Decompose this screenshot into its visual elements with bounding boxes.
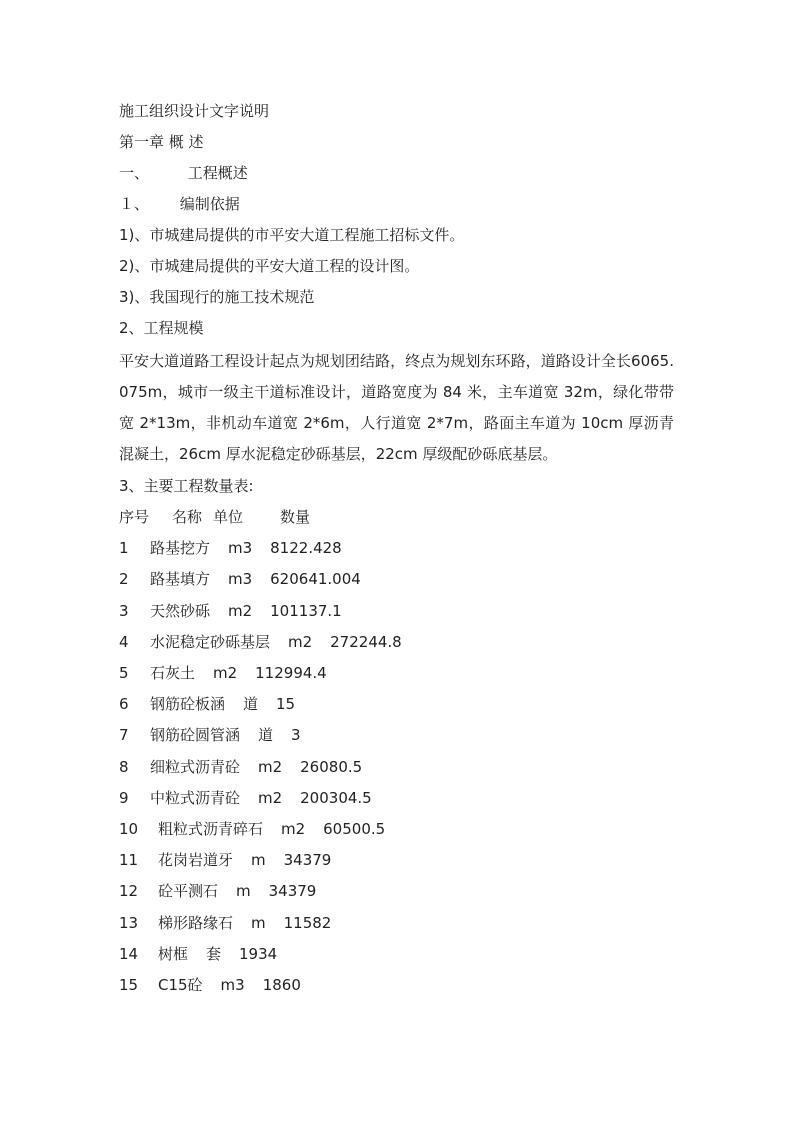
row-quantity: 26080.5	[300, 757, 363, 776]
row-quantity: 11582	[283, 913, 332, 932]
table-row	[0, 850, 794, 870]
table-row	[0, 569, 794, 589]
row-index: 1	[119, 539, 129, 558]
row-unit: 道	[243, 695, 259, 714]
table-row	[0, 881, 794, 901]
header-index: 序号	[119, 508, 150, 526]
section-number: 一、	[119, 164, 150, 182]
basis-item: 1)、市城建局提供的市平安大道工程施工招标文件。	[119, 226, 465, 244]
row-name: 树框	[158, 944, 189, 963]
row-index: 3	[119, 601, 129, 620]
section-title: 工程概述	[187, 164, 248, 182]
subsection-heading: 2、工程规模	[119, 319, 204, 337]
row-unit: m2	[281, 820, 306, 838]
subsection-heading	[119, 194, 240, 214]
subsection-heading: 3、主要工程数量表:	[119, 477, 254, 495]
section-heading	[119, 163, 248, 183]
row-quantity: 1860	[262, 976, 301, 994]
basis-item: 2)、市城建局提供的平安大道工程的设计图。	[119, 257, 420, 275]
row-index: 8	[119, 757, 129, 776]
row-unit: m	[251, 851, 266, 870]
row-name: 细粒式沥青砼	[150, 757, 241, 776]
row-unit: 道	[258, 726, 274, 745]
row-index: 14	[119, 944, 139, 963]
row-unit: m2	[213, 664, 238, 682]
table-row	[0, 601, 794, 621]
row-index: 6	[119, 695, 129, 714]
row-unit: m3	[228, 539, 253, 558]
row-quantity: 8122.428	[270, 539, 342, 558]
row-name: 梯形路缘石	[158, 913, 234, 932]
row-index: 13	[119, 913, 139, 932]
row-name: 砼平测石	[158, 882, 219, 901]
header-quantity: 数量	[280, 508, 311, 526]
row-unit: m3	[228, 570, 253, 589]
basis-item: 3)、我国现行的施工技术规范	[119, 288, 315, 306]
row-quantity: 60500.5	[323, 820, 386, 838]
row-unit: m2	[258, 757, 283, 776]
row-quantity: 112994.4	[255, 664, 327, 682]
row-name: C15砼	[158, 976, 203, 994]
table-row	[0, 694, 794, 714]
table-row	[0, 757, 794, 777]
row-name: 水泥稳定砂砾基层	[150, 632, 271, 651]
row-quantity: 200304.5	[300, 788, 372, 807]
header-name: 名称	[172, 508, 203, 526]
row-index: 9	[119, 788, 129, 807]
table-row	[0, 819, 794, 839]
row-name: 钢筋砼圆管涵	[150, 726, 241, 745]
row-index: 15	[119, 976, 139, 994]
table-row	[0, 632, 794, 652]
row-unit: m2	[288, 632, 313, 651]
project-scale-paragraph: 平安大道道路工程设计起点为规划团结路，终点为规划东环路，道路设计全长6065.075m，城市一级主干道标准设计，道路宽度为 84 米，主车道宽 32m，绿化带带宽 2*13m，非机动车道宽 2*6m，人行道宽 2*7m，路面主车道为 10cm 厚沥青混凝土，26cm 厚水泥稳定砂砾基层，22cm 厚级配砂砾底基层。	[119, 352, 674, 463]
subsection-title: 编制依据	[179, 195, 240, 213]
row-unit: m2	[228, 601, 253, 620]
row-quantity: 1934	[239, 944, 278, 963]
row-index: 12	[119, 882, 139, 901]
row-name: 石灰土	[150, 664, 196, 682]
row-quantity: 3	[291, 726, 301, 745]
row-quantity: 34379	[268, 882, 317, 901]
table-row	[0, 913, 794, 933]
row-name: 粗粒式沥青碎石	[158, 820, 264, 838]
row-unit: m2	[258, 788, 283, 807]
subsection-number: １、	[119, 195, 150, 213]
row-name: 中粒式沥青砼	[150, 788, 241, 807]
row-unit: m	[236, 882, 251, 901]
table-row	[0, 975, 794, 995]
row-index: 11	[119, 851, 139, 870]
row-quantity: 15	[276, 695, 296, 714]
row-name: 天然砂砾	[150, 601, 211, 620]
chapter-heading: 第一章 概 述	[119, 133, 204, 151]
row-quantity: 272244.8	[330, 632, 402, 651]
row-unit: m3	[220, 976, 245, 994]
row-unit: 套	[206, 944, 222, 963]
table-row	[0, 788, 794, 808]
table-header-row	[0, 507, 794, 527]
row-quantity: 620641.004	[270, 570, 361, 589]
table-row	[0, 538, 794, 558]
table-row	[0, 663, 794, 683]
row-unit: m	[251, 913, 266, 932]
document-title: 施工组织设计文字说明	[119, 102, 270, 120]
row-index: 10	[119, 820, 139, 838]
row-name: 花岗岩道牙	[158, 851, 234, 870]
row-index: 4	[119, 632, 129, 651]
row-quantity: 101137.1	[270, 601, 342, 620]
row-name: 钢筋砼板涵	[150, 695, 226, 714]
row-name: 路基挖方	[150, 539, 211, 558]
row-index: 5	[119, 664, 129, 682]
row-name: 路基填方	[150, 570, 211, 589]
row-index: 2	[119, 570, 129, 589]
table-row	[0, 725, 794, 745]
header-unit: 单位	[213, 508, 244, 526]
table-row	[0, 944, 794, 964]
row-quantity: 34379	[283, 851, 332, 870]
row-index: 7	[119, 726, 129, 745]
